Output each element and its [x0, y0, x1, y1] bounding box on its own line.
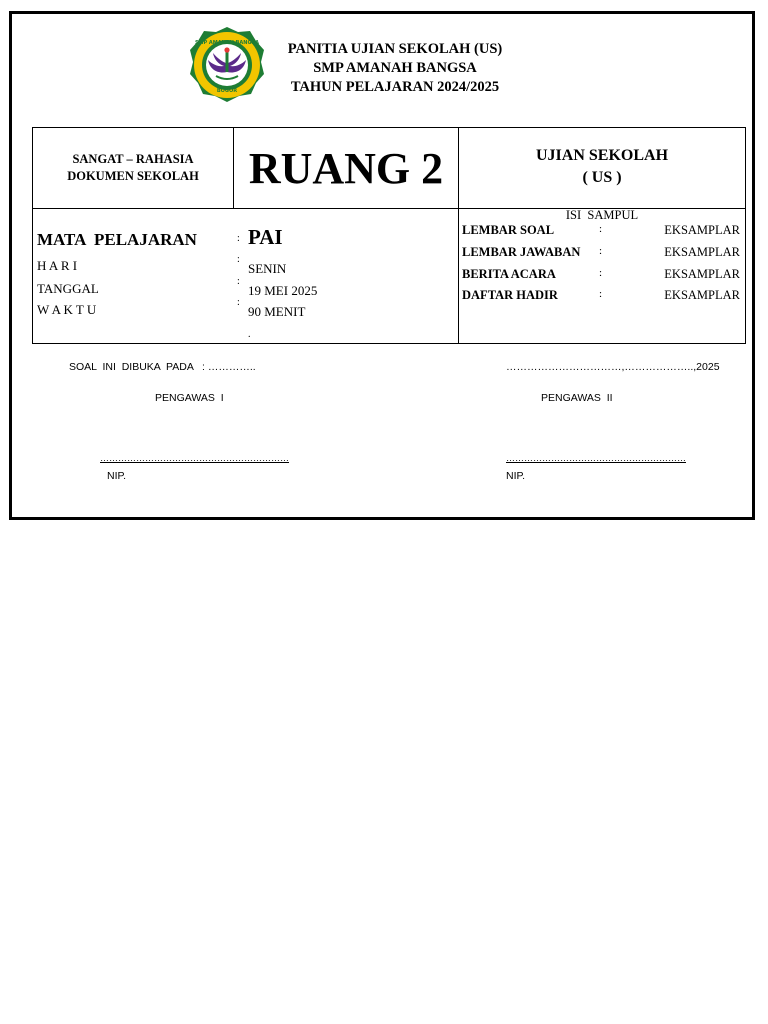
- svg-text:BOGOR: BOGOR: [216, 88, 238, 94]
- nip-1-label: NIP.: [107, 470, 127, 482]
- header-year-line: TAHUN PELAJARAN 2024/2025: [290, 79, 500, 95]
- place-date-line: ……………………………,………………..,2025: [506, 361, 720, 373]
- contents-item-colon: :: [599, 245, 603, 257]
- contents-item-value: EKSAMPLAR: [664, 267, 740, 281]
- time-label: W A K T U: [37, 302, 97, 317]
- trailing-dot: .: [248, 329, 251, 340]
- date-colon: :: [237, 276, 240, 287]
- header-school-line: SMP AMANAH BANGSA: [313, 60, 477, 76]
- signature-line-1: ………………………………………………………: [100, 453, 289, 463]
- nip-2-label: NIP.: [506, 470, 526, 482]
- date-value: 19 MEI 2025: [248, 283, 318, 298]
- confidential-label: SANGAT – RAHASIA DOKUMEN SEKOLAH: [67, 152, 199, 183]
- exam-title: UJIAN SEKOLAH ( US ): [535, 147, 669, 186]
- day-colon: :: [237, 254, 240, 265]
- contents-item-label: LEMBAR SOAL: [462, 223, 555, 237]
- header-committee-line: PANITIA UJIAN SEKOLAH (US): [287, 41, 503, 57]
- day-value: SENIN: [248, 261, 287, 276]
- table-border-bottom: [32, 343, 746, 344]
- school-emblem-icon: [188, 26, 266, 104]
- day-label: H A R I: [37, 258, 78, 273]
- contents-item-value: EKSAMPLAR: [664, 245, 740, 259]
- supervisor-2-label: PENGAWAS II: [541, 392, 613, 404]
- contents-item-label: BERITA ACARA: [462, 267, 556, 281]
- signature-line-2: ……………………………………………………: [506, 453, 686, 463]
- time-colon: :: [237, 297, 240, 308]
- room-number: RUANG 2: [248, 144, 444, 193]
- table-border-right: [745, 127, 746, 344]
- date-label: TANGGAL: [37, 281, 99, 296]
- contents-item-label: DAFTAR HADIR: [462, 288, 558, 302]
- contents-item-colon: :: [599, 267, 603, 279]
- subject-colon: :: [237, 233, 240, 244]
- supervisor-1-label: PENGAWAS I: [155, 392, 224, 404]
- table-border-top: [32, 127, 746, 128]
- committee-header: [270, 40, 520, 97]
- contents-item-colon: :: [599, 288, 603, 300]
- contents-item-value: EKSAMPLAR: [664, 288, 740, 302]
- contents-item-colon: :: [599, 223, 603, 235]
- subject-value: PAI: [248, 225, 283, 249]
- contents-title: ISI SAMPUL: [565, 208, 639, 222]
- contents-item-value: EKSAMPLAR: [664, 223, 740, 237]
- opened-at-text: SOAL INI DIBUKA PADA : …………..: [69, 361, 256, 373]
- contents-item-label: LEMBAR JAWABAN: [462, 245, 581, 259]
- time-value: 90 MENIT: [248, 304, 306, 319]
- subject-label: MATA PELAJARAN: [37, 230, 197, 249]
- svg-text:SMP AMANAH BANGSA: SMP AMANAH BANGSA: [194, 40, 260, 46]
